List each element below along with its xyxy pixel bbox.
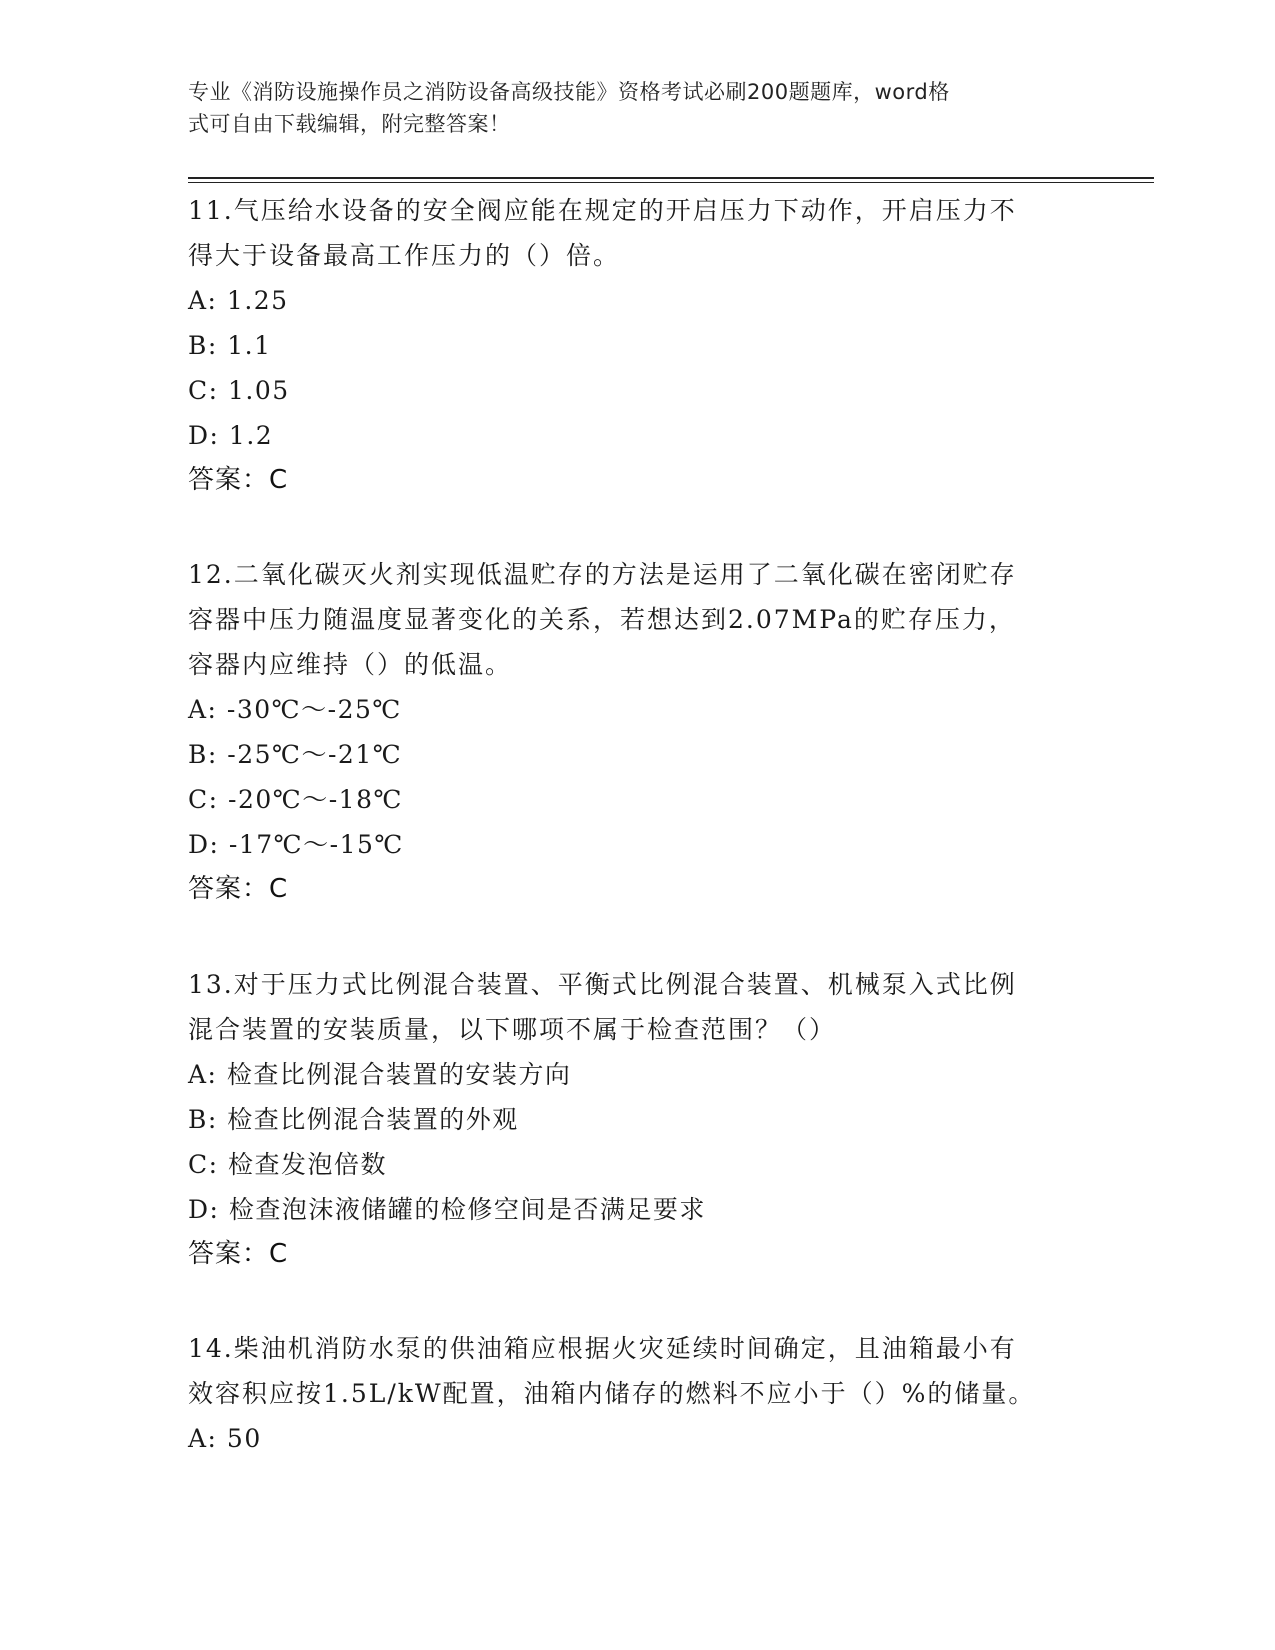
answer: 答案：C (188, 1239, 289, 1269)
option-c: C: 检查发泡倍数 (188, 1150, 387, 1179)
question-stem-line: 12.二氧化碳灭火剂实现低温贮存的方法是运用了二氧化碳在密闭贮存 (188, 560, 1017, 589)
question-stem-line: 效容积应按1.5L/kW配置，油箱内储存的燃料不应小于（）%的储量。 (188, 1379, 1036, 1408)
question-14 (188, 1326, 1088, 1461)
header-line-1: 专业《消防设施操作员之消防设备高级技能》资格考试必刷200题题库，word格 (188, 80, 950, 104)
document-header (188, 76, 1068, 140)
question-stem-line: 13.对于压力式比例混合装置、平衡式比例混合装置、机械泵入式比例 (188, 970, 1017, 999)
question-11 (188, 188, 1088, 503)
option-d: D: 检查泡沫液储罐的检修空间是否满足要求 (188, 1195, 706, 1224)
option-c: C: -20℃～-18℃ (188, 785, 403, 814)
question-stem-line: 容器内应维持（）的低温。 (188, 650, 513, 679)
option-a: A: 检查比例混合装置的安装方向 (188, 1060, 572, 1089)
option-a: A: 1.25 (188, 286, 289, 315)
question-stem-line: 容器中压力随温度显著变化的关系，若想达到2.07MPa的贮存压力， (188, 605, 1016, 634)
option-b: B: -25℃～-21℃ (188, 740, 403, 769)
question-stem-line: 14.柴油机消防水泵的供油箱应根据火灾延续时间确定，且油箱最小有 (188, 1334, 1017, 1363)
question-stem-line: 11.气压给水设备的安全阀应能在规定的开启压力下动作，开启压力不 (188, 196, 1017, 225)
answer: 答案：C (188, 465, 289, 495)
option-a: A: -30℃～-25℃ (188, 695, 402, 724)
header-divider-thick (188, 177, 1154, 179)
header-line-2: 式可自由下载编辑，附完整答案！ (188, 112, 511, 136)
question-12 (188, 552, 1088, 912)
option-c: C: 1.05 (188, 376, 290, 405)
option-a: A: 50 (188, 1424, 262, 1453)
question-stem-line: 混合装置的安装质量，以下哪项不属于检查范围？（） (188, 1015, 837, 1044)
answer: 答案：C (188, 874, 289, 904)
option-d: D: 1.2 (188, 421, 274, 450)
question-stem-line: 得大于设备最高工作压力的（）倍。 (188, 241, 621, 270)
option-b: B: 检查比例混合装置的外观 (188, 1105, 519, 1134)
header-divider-thin (188, 182, 1154, 183)
option-b: B: 1.1 (188, 331, 272, 360)
option-d: D: -17℃～-15℃ (188, 830, 404, 859)
question-13 (188, 962, 1088, 1277)
